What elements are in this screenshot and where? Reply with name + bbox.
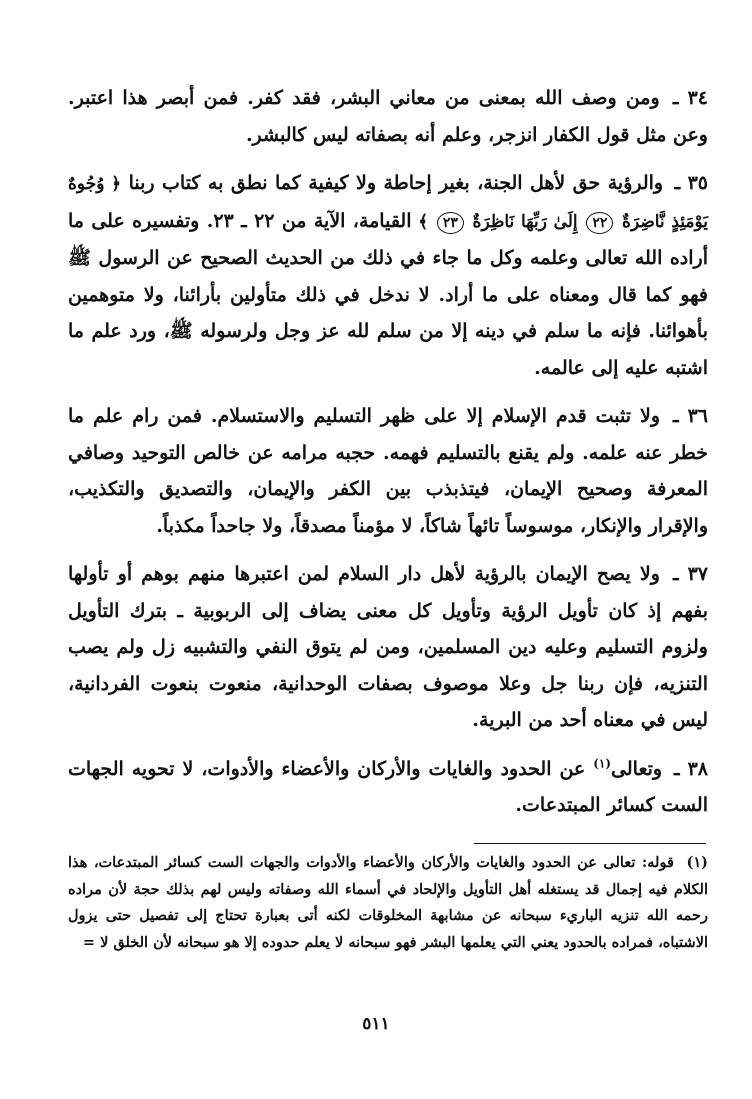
- paragraph-text: ولا تثبت قدم الإسلام إلا على ظهر التسليم والاستسلام. فمن رام علم ما خطر عنه علمه. ولم يقنع بالتسليم فهمه. حجبه مرامه عن خالص التوحيد وصافي المعرفة وصحيح الإيمان، فيتذبذب بين الكفر والإيمان، والتصديق والتكذيب، والإقرار والإنكار، موسوساً تائهاً شاكاً، لا مؤمناً مصدقاً، ولا جاحداً مكذباً.: [68, 405, 708, 537]
- paragraph-number: ٣٥ ـ: [674, 172, 708, 194]
- quran-open-bracket: ﴿: [111, 174, 122, 194]
- paragraph-text-before-quran: والرؤية حق لأهل الجنة، بغير إحاطة ولا كيفية كما نطق به كتاب ربنا: [128, 172, 664, 194]
- document-page: [68, 80, 708, 836]
- paragraph-number: ٣٦ ـ: [673, 405, 708, 427]
- footnote-reference[interactable]: (١): [593, 756, 612, 771]
- quran-verse-part-1: وُجُوهٌ يَوْمَئِذٍ نَّاضِرَةٌ: [68, 174, 709, 232]
- quran-verse-part-2: إِلَىٰ رَبِّهَا نَاظِرَةٌ: [472, 211, 578, 232]
- paragraph-text: ومن وصف الله بمعنى من معاني البشر، فقد كفر. فمن أبصر هذا اعتبر. وعن مثل قول الكفار انزجر، وعلم أنه بصفاته ليس كالبشر.: [68, 87, 708, 146]
- paragraph-34: [68, 80, 708, 153]
- paragraph-35: [68, 165, 708, 386]
- paragraph-text: ولا يصح الإيمان بالرؤية لأهل دار السلام لمن اعتبرها منهم بوهم أو تأولها بفهم إذ كان تأويل الرؤية وتأويل كل معنى يضاف إلى الربوبية ـ بترك التأويل ولزوم التسليم وعليه دين المسلمين، ومن لم يتوق النفي والتشبيه زل ولم يصب التنزيه، فإن ربنا جل وعلا موصوف بصفات الوحدانية، منعوت بنعوت الفردانية، ليس في معناه أحد من البرية.: [68, 563, 708, 731]
- footnote-marker: (١): [686, 854, 708, 871]
- footnote-text: قوله: تعالى عن الحدود والغايات والأركان والأعضاء والأدوات والجهات الست كسائر المبتدعات، هذا الكلام فيه إجمال قد يستغله أهل التأويل والإلحاد في أسماء الله وصفاته وليس لهم بذلك حجة لأن مراده رحمه الله تنزيه الباريء سبحانه عن مشابهة المخلوقات لكنه أتى بعبارة تحتاج إلى تفصيل حتى يزول الاشتباه، فمراده بالحدود يعني التي يعلمها البشر فهو سبحانه لا يعلم حدوده إلا هو سبحانه لأن الخلق لا =: [68, 854, 708, 951]
- page-number: ٥١١: [362, 1014, 390, 1034]
- footnote: [68, 850, 708, 956]
- ayah-number-marker: ٢٣: [437, 212, 464, 234]
- footnote-divider: [474, 843, 706, 844]
- paragraph-number: ٣٨ ـ: [674, 757, 708, 780]
- paragraph-number: ٣٤ ـ: [672, 87, 709, 109]
- paragraph-text-after-quran: القيامة، الآية من ٢٢ ـ ٢٣. وتفسيره على ما أراده الله تعالى وعلمه وكل ما جاء في ذلك من الحديث الصحيح عن الرسول ﷺ فهو كما قال ومعناه على ما أراد. لا ندخل في ذلك متأولين بأرائنا، ولا متوهمين بأهوائنا. فإنه ما سلم في دينه إلا من سلم لله عز وجل ولرسوله ﷺ، ورد علم ما اشتبه عليه إلى عالمه.: [68, 209, 708, 379]
- paragraph-text-before-ref: وتعالى: [611, 757, 663, 780]
- paragraph-text-after-ref: عن الحدود والغايات والأركان والأعضاء والأدوات، لا تحويه الجهات الست كسائر المبتدعات.: [68, 757, 708, 816]
- paragraph-36: [68, 398, 708, 544]
- paragraph-37: [68, 556, 708, 739]
- quran-close-bracket: ﴾: [418, 211, 429, 232]
- ayah-number-marker: ٢٢: [586, 212, 613, 234]
- paragraph-38: [68, 751, 708, 824]
- paragraph-number: ٣٧ ـ: [672, 563, 708, 585]
